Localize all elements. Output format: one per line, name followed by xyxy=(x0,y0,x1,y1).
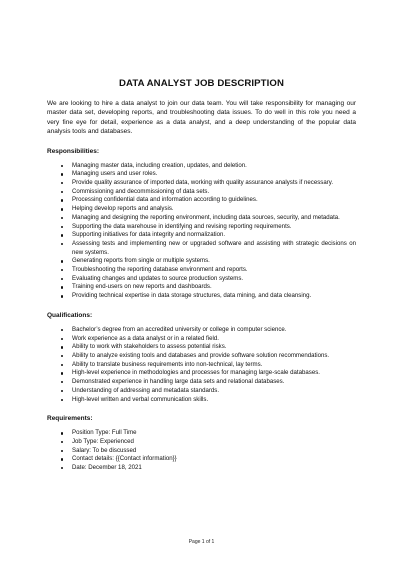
bullet-icon xyxy=(61,338,63,340)
list-item-text: Position Type: Full Time xyxy=(72,429,137,437)
list-item-text: Work experience as a data analyst or in a related field. xyxy=(72,334,219,342)
list-item xyxy=(47,188,356,197)
list-item-text: Assessing tests and implementing new or upgraded software and assisting with strategic decisions on new systems. xyxy=(72,239,356,256)
list-item xyxy=(47,214,356,223)
list-item-text: Training end-users on new reports and dashboards. xyxy=(72,283,212,291)
bullet-icon xyxy=(61,165,63,167)
list-item-text: Helping develop reports and analysis. xyxy=(72,205,174,213)
bullet-icon xyxy=(61,260,63,262)
bullet-icon xyxy=(61,346,63,348)
list-item-text: Supporting initiatives for data integrity and normalization. xyxy=(72,231,226,239)
qualifications-section xyxy=(47,311,356,404)
list-item-text: Ability to translate business requirements into non-technical, lay terms. xyxy=(72,360,263,368)
bullet-icon xyxy=(61,269,63,271)
list-item-text: Contact details: {{Contact information}} xyxy=(72,455,177,463)
list-item-text: Providing technical expertise in data storage structures, data mining, and data cleansing. xyxy=(72,292,312,300)
responsibilities-heading: Responsibilities: xyxy=(47,147,100,155)
list-item xyxy=(47,275,356,284)
list-item xyxy=(47,361,356,370)
requirements-heading: Requirements: xyxy=(47,415,93,423)
bullet-icon xyxy=(61,286,63,288)
list-item xyxy=(47,162,356,171)
list-item xyxy=(47,447,356,456)
bullet-icon xyxy=(61,467,63,469)
list-item-text: Evaluating changes and updates to source production systems. xyxy=(72,274,244,282)
list-item-text: Managing master data, including creation, updates, and deletion. xyxy=(72,161,247,169)
bullet-icon xyxy=(61,295,63,297)
qualifications-list xyxy=(47,326,356,404)
list-item-text: Managing and designing the reporting environment, including data sources, security, and metadata. xyxy=(72,213,340,221)
bullet-icon xyxy=(61,458,63,460)
page-number-footer: Page 1 of 1 xyxy=(188,539,215,545)
list-item xyxy=(47,455,356,464)
list-item xyxy=(47,352,356,361)
list-item-text: Bachelor’s degree from an accredited university or college in computer science. xyxy=(72,325,287,333)
responsibilities-list xyxy=(47,162,356,301)
list-item-text: Processing confidential data and information according to guidelines. xyxy=(72,196,258,204)
list-item xyxy=(47,205,356,214)
list-item-text: Commissioning and decommissioning of data sets. xyxy=(72,187,210,195)
list-item xyxy=(47,343,356,352)
list-item-text: High-level experience in methodologies and processes for managing large-scale databases. xyxy=(72,369,320,377)
bullet-icon xyxy=(61,364,63,366)
list-item xyxy=(47,231,356,240)
list-item-text: Ability to work with stakeholders to assess potential risks. xyxy=(72,343,227,351)
list-item xyxy=(47,223,356,232)
list-item-text: Date: December 18, 2021 xyxy=(72,464,142,472)
bullet-icon xyxy=(61,329,63,331)
list-item-text: Job Type: Experienced xyxy=(72,437,134,445)
requirements-list xyxy=(47,429,356,473)
bullet-icon xyxy=(61,399,63,401)
list-item-text: Managing users and user roles. xyxy=(72,170,158,178)
list-item xyxy=(47,429,356,438)
list-item xyxy=(47,326,356,335)
list-item xyxy=(47,179,356,188)
bullet-icon xyxy=(61,199,63,201)
list-item xyxy=(47,266,356,275)
bullet-icon xyxy=(61,390,63,392)
list-item xyxy=(47,387,356,396)
list-item xyxy=(47,378,356,387)
bullet-icon xyxy=(61,381,63,383)
list-item xyxy=(47,438,356,447)
list-item xyxy=(47,257,356,266)
list-item xyxy=(47,196,356,205)
bullet-icon xyxy=(61,191,63,193)
list-item-text: Demonstrated experience in handling large data sets and relational databases. xyxy=(72,378,285,386)
list-item-text: Supporting the data warehouse in identifying and revising reporting requirements. xyxy=(72,222,292,230)
list-item-text: Salary: To be discussed xyxy=(72,446,137,454)
list-item xyxy=(47,240,356,257)
list-item xyxy=(47,464,356,473)
requirements-section xyxy=(47,414,356,473)
bullet-icon xyxy=(61,372,63,374)
list-item-text: High-level written and verbal communication skills. xyxy=(72,395,209,403)
bullet-icon xyxy=(61,450,63,452)
list-item xyxy=(47,396,356,405)
bullet-icon xyxy=(61,173,63,175)
list-item xyxy=(47,170,356,179)
bullet-icon xyxy=(61,432,63,434)
responsibilities-section xyxy=(47,147,356,301)
list-item-text: Ability to analyze existing tools and databases and provide software solution recommendations. xyxy=(72,351,330,359)
list-item-text: Provide quality assurance of imported data, working with quality assurance analysts if necessary. xyxy=(72,179,334,187)
list-item xyxy=(47,283,356,292)
list-item-text: Troubleshooting the reporting database environment and reports. xyxy=(72,266,248,274)
bullet-icon xyxy=(61,208,63,210)
bullet-icon xyxy=(61,441,63,443)
bullet-icon xyxy=(61,182,63,184)
bullet-icon xyxy=(61,226,63,228)
list-item-text: Generating reports from single or multiple systems. xyxy=(72,257,210,265)
bullet-icon xyxy=(61,278,63,280)
document-title: DATA ANALYST JOB DESCRIPTION xyxy=(118,78,284,89)
bullet-icon xyxy=(61,217,63,219)
list-item xyxy=(47,369,356,378)
bullet-icon xyxy=(61,243,63,245)
intro-paragraph: We are looking to hire a data analyst to join our data team. You will take responsibility for managing our master data set, developing reports, and troubleshooting data issues. To do well in this role you need a very fine eye for detail, experience as a data analyst, and a deep understanding of the popular data analysis tools and databases. xyxy=(47,100,356,136)
list-item-text: Understanding of addressing and metadata standards. xyxy=(72,386,220,394)
list-item xyxy=(47,335,356,344)
bullet-icon xyxy=(61,234,63,236)
qualifications-heading: Qualifications: xyxy=(47,311,93,319)
list-item xyxy=(47,292,356,301)
bullet-icon xyxy=(61,355,63,357)
